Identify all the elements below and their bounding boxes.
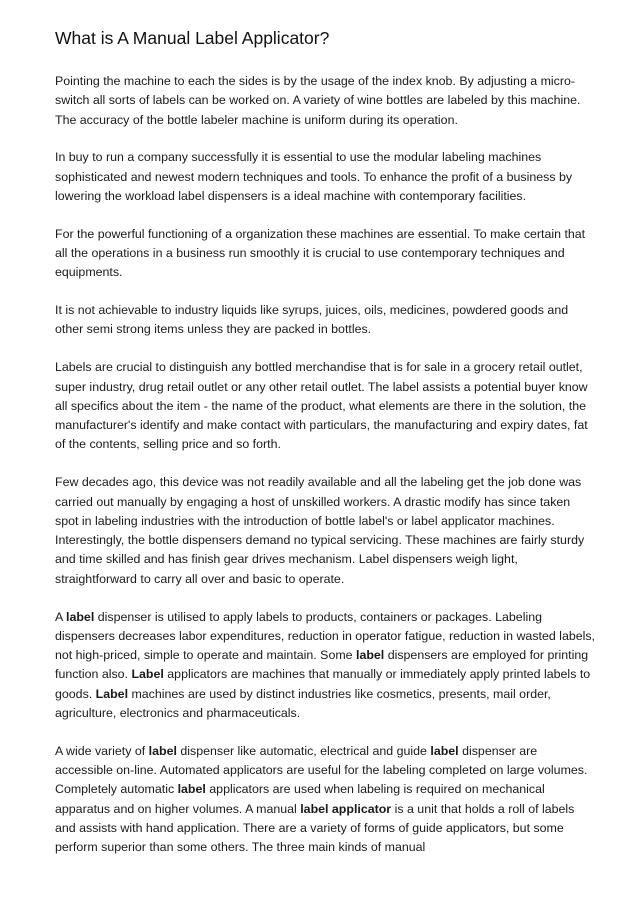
document-page — [55, 26, 595, 876]
text-run: A — [55, 609, 67, 624]
paragraph — [55, 225, 595, 283]
paragraph — [55, 742, 595, 858]
bold-keyword: label — [430, 743, 459, 758]
text-run: Labels are crucial to distinguish any bottled merchandise that is for sale in a grocery retail outlet, super industry, drug retail outlet or any other retail outlet. The label assists a potential buyer know all specifics about the item - the name of the product, what elements are there in the solution, the manufacturer's identify and make contact with particulars, the manufacturing and expiry dates, fat of the contents, selling price and so forth. — [55, 360, 588, 452]
text-run: dispenser are accessible on-line. Automated applicators are useful for the labeling completed on large volumes. Completely automatic — [55, 743, 588, 797]
document-title: What is A Manual Label Applicator? — [55, 28, 330, 48]
text-run: is a unit that holds a roll of labels and assists with hand application. There are a variety of forms of guide applicators, but some perform superior than some others. The three main kinds of manual — [55, 801, 575, 855]
paragraph — [55, 148, 595, 206]
bold-keyword: label applicator — [300, 801, 392, 816]
paragraph — [55, 301, 595, 340]
text-run: It is not achievable to industry liquids like syrups, juices, oils, medicines, powdered goods and other semi strong items unless they are packed in bottles. — [55, 303, 569, 337]
text-run: Few decades ago, this device was not readily available and all the labeling get the job done was carried out manually by engaging a host of unskilled workers. A drastic modify has since taken spot in labeling industries with the introduction of bottle label's or label applicator machines. Interestingly, the bottle dispensers demand no typical servicing. These machines are fairly sturdy and time skilled and has finish gear drives mechanism. Label dispensers weigh light, straightforward to carry all over and basic to operate. — [55, 475, 585, 586]
text-run: dispenser like automatic, electrical and guide — [176, 743, 431, 758]
bold-keyword: label — [356, 648, 385, 663]
text-run: In buy to run a company successfully it is essential to use the modular labeling machines sophisticated and newest modern techniques and tools. To enhance the profit of a business by lowering the workload label dispensers is a ideal machine with contemporary facilities. — [55, 150, 573, 203]
text-run: A wide variety of — [55, 743, 149, 758]
text-run: applicators are machines that manually or immediately apply printed labels to goods. — [55, 667, 591, 701]
bold-keyword: Label — [131, 667, 164, 682]
bold-keyword: label — [148, 743, 177, 758]
bold-keyword: label — [177, 782, 206, 797]
text-run: For the powerful functioning of a organization these machines are essential. To make certain that all the operations in a business run smoothly it is crucial to use contemporary techniques and equipments. — [55, 226, 586, 280]
paragraph — [55, 358, 595, 454]
bold-keyword: label — [66, 609, 95, 624]
text-run: Pointing the machine to each the sides is by the usage of the index knob. By adjusting a micro-switch all sorts of labels can be worked on. A variety of wine bottles are labeled by this machine. The accuracy of the bottle labeler machine is uniform during its operation. — [55, 74, 581, 127]
document-body — [55, 72, 595, 858]
paragraph — [55, 72, 595, 130]
paragraph — [55, 473, 595, 589]
paragraph — [55, 608, 595, 724]
bold-keyword: Label — [95, 686, 129, 701]
text-run: applicators are used when labeling is required on mechanical apparatus and on higher volumes. A manual — [55, 782, 545, 816]
text-run: dispensers are employed for printing function also. — [55, 648, 589, 682]
text-run: machines are used by distinct industries like cosmetics, presents, mail order, agriculture, electronics and pharmaceuticals. — [55, 686, 551, 721]
text-run: dispenser is utilised to apply labels to products, containers or packages. Labeling dispensers decreases labor expenditures, reduction in operator fatigue, reduction in wasted labels, not high-priced, simple to operate and maintain. Some — [55, 609, 596, 663]
